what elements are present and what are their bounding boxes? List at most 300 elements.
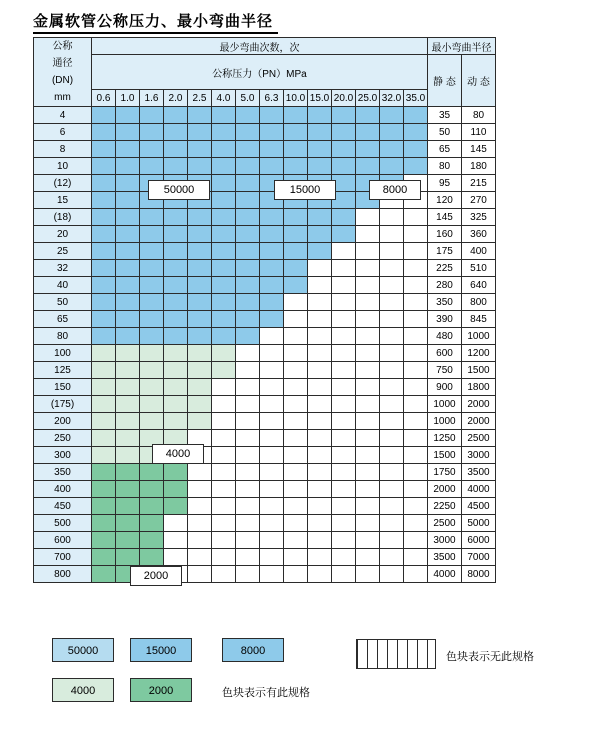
row-static-radius: 2000 xyxy=(428,481,462,498)
grid-cell xyxy=(332,260,356,277)
grid-cell xyxy=(188,532,212,549)
grid-cell xyxy=(404,277,428,294)
grid-cell xyxy=(116,294,140,311)
grid-cell xyxy=(236,107,260,124)
grid-cell xyxy=(332,515,356,532)
row-static-radius: 145 xyxy=(428,209,462,226)
grid-cell xyxy=(212,447,236,464)
grid-cell xyxy=(260,328,284,345)
grid-cell xyxy=(188,362,212,379)
grid-cell xyxy=(116,107,140,124)
header-pn: 公称压力（PN）MPa xyxy=(92,55,428,90)
grid-cell xyxy=(404,243,428,260)
grid-cell xyxy=(236,481,260,498)
grid-cell xyxy=(188,396,212,413)
grid-cell xyxy=(140,311,164,328)
grid-callout: 15000 xyxy=(274,180,336,200)
grid-cell xyxy=(404,464,428,481)
grid-cell xyxy=(380,209,404,226)
grid-cell xyxy=(212,311,236,328)
grid-cell xyxy=(332,158,356,175)
grid-cell xyxy=(116,549,140,566)
table-row xyxy=(34,328,496,345)
row-static-radius: 225 xyxy=(428,260,462,277)
row-static-radius: 175 xyxy=(428,243,462,260)
row-dn: 600 xyxy=(34,532,92,549)
grid-cell xyxy=(404,379,428,396)
grid-cell xyxy=(92,209,116,226)
table-row xyxy=(34,175,496,192)
grid-cell xyxy=(332,447,356,464)
row-static-radius: 65 xyxy=(428,141,462,158)
grid-cell xyxy=(212,549,236,566)
grid-cell xyxy=(284,362,308,379)
grid-cell xyxy=(284,498,308,515)
grid-cell xyxy=(380,294,404,311)
grid-cell xyxy=(212,362,236,379)
grid-cell xyxy=(212,464,236,481)
grid-cell xyxy=(140,260,164,277)
grid-cell xyxy=(380,379,404,396)
grid-callout: 50000 xyxy=(148,180,210,200)
grid-cell xyxy=(236,515,260,532)
row-dn: 80 xyxy=(34,328,92,345)
row-dn: (12) xyxy=(34,175,92,192)
grid-cell xyxy=(140,498,164,515)
grid-cell xyxy=(116,311,140,328)
grid-cell xyxy=(188,158,212,175)
grid-cell xyxy=(380,226,404,243)
row-dynamic-radius: 400 xyxy=(462,243,496,260)
row-static-radius: 1250 xyxy=(428,430,462,447)
grid-cell xyxy=(404,566,428,583)
grid-cell xyxy=(212,413,236,430)
grid-cell xyxy=(236,549,260,566)
row-static-radius: 95 xyxy=(428,175,462,192)
grid-cell xyxy=(380,311,404,328)
grid-cell xyxy=(164,294,188,311)
grid-cell xyxy=(356,124,380,141)
row-dynamic-radius: 3500 xyxy=(462,464,496,481)
grid-cell xyxy=(260,430,284,447)
grid-cell xyxy=(332,498,356,515)
row-dn: 4 xyxy=(34,107,92,124)
grid-cell xyxy=(164,260,188,277)
grid-cell xyxy=(380,549,404,566)
grid-cell xyxy=(332,362,356,379)
grid-cell xyxy=(308,396,332,413)
grid-cell xyxy=(212,192,236,209)
grid-cell xyxy=(284,294,308,311)
grid-cell xyxy=(356,447,380,464)
grid-cell xyxy=(284,209,308,226)
grid-cell xyxy=(92,294,116,311)
legend-note-has-spec: 色块表示有此规格 xyxy=(222,687,310,699)
grid-cell xyxy=(284,413,308,430)
row-static-radius: 900 xyxy=(428,379,462,396)
grid-cell xyxy=(380,107,404,124)
header-pn-value: 25.0 xyxy=(356,90,380,107)
grid-cell xyxy=(260,158,284,175)
grid-cell xyxy=(404,141,428,158)
grid-cell xyxy=(380,532,404,549)
legend-item-4000: 4000 xyxy=(52,678,114,702)
grid-cell xyxy=(212,345,236,362)
grid-cell xyxy=(188,549,212,566)
grid-cell xyxy=(164,277,188,294)
grid-cell xyxy=(284,515,308,532)
grid-cell xyxy=(212,379,236,396)
row-dynamic-radius: 7000 xyxy=(462,549,496,566)
grid-cell xyxy=(188,481,212,498)
grid-cell xyxy=(212,294,236,311)
row-static-radius: 480 xyxy=(428,328,462,345)
grid-cell xyxy=(164,209,188,226)
row-static-radius: 1000 xyxy=(428,396,462,413)
grid-cell xyxy=(188,260,212,277)
grid-cell xyxy=(332,481,356,498)
table-row xyxy=(34,447,496,464)
row-static-radius: 160 xyxy=(428,226,462,243)
grid-cell xyxy=(308,379,332,396)
grid-cell xyxy=(308,413,332,430)
grid-cell xyxy=(188,311,212,328)
grid-cell xyxy=(404,481,428,498)
grid-cell xyxy=(212,175,236,192)
grid-cell xyxy=(380,345,404,362)
header-dn: 公称 通径 (DN) mm xyxy=(34,38,92,107)
row-dynamic-radius: 270 xyxy=(462,192,496,209)
grid-cell xyxy=(140,379,164,396)
grid-cell xyxy=(236,430,260,447)
grid-cell xyxy=(260,311,284,328)
grid-cell xyxy=(140,396,164,413)
grid-cell xyxy=(236,413,260,430)
row-dynamic-radius: 180 xyxy=(462,158,496,175)
grid-cell xyxy=(260,345,284,362)
grid-cell xyxy=(236,158,260,175)
grid-cell xyxy=(236,226,260,243)
grid-cell xyxy=(356,566,380,583)
header-pn-value: 1.0 xyxy=(116,90,140,107)
table-row xyxy=(34,107,496,124)
grid-cell xyxy=(332,226,356,243)
grid-cell xyxy=(92,311,116,328)
row-dn: 125 xyxy=(34,362,92,379)
row-dn: 400 xyxy=(34,481,92,498)
grid-cell xyxy=(380,158,404,175)
header-pn-value: 15.0 xyxy=(308,90,332,107)
grid-cell xyxy=(284,260,308,277)
row-dynamic-radius: 80 xyxy=(462,107,496,124)
grid-cell xyxy=(260,447,284,464)
row-dynamic-radius: 4500 xyxy=(462,498,496,515)
grid-cell xyxy=(332,311,356,328)
grid-cell xyxy=(356,549,380,566)
table-row xyxy=(34,277,496,294)
table-row xyxy=(34,430,496,447)
table-row xyxy=(34,396,496,413)
grid-cell xyxy=(92,362,116,379)
grid-cell xyxy=(140,515,164,532)
grid-cell xyxy=(140,362,164,379)
grid-cell xyxy=(404,447,428,464)
grid-cell xyxy=(92,549,116,566)
grid-cell xyxy=(332,532,356,549)
grid-cell xyxy=(308,515,332,532)
grid-cell xyxy=(356,107,380,124)
row-static-radius: 1750 xyxy=(428,464,462,481)
grid-cell xyxy=(332,141,356,158)
legend-item-8000: 8000 xyxy=(222,638,284,662)
grid-cell xyxy=(332,124,356,141)
grid-cell xyxy=(260,141,284,158)
header-pn-value: 4.0 xyxy=(212,90,236,107)
grid-cell xyxy=(260,532,284,549)
grid-cell xyxy=(284,464,308,481)
row-static-radius: 2250 xyxy=(428,498,462,515)
row-dn: 50 xyxy=(34,294,92,311)
grid-cell xyxy=(308,158,332,175)
grid-cell xyxy=(164,311,188,328)
grid-cell xyxy=(140,481,164,498)
grid-cell xyxy=(284,226,308,243)
row-dn: 350 xyxy=(34,464,92,481)
grid-cell xyxy=(116,328,140,345)
grid-cell xyxy=(92,566,116,583)
table-row xyxy=(34,481,496,498)
grid-cell xyxy=(260,515,284,532)
grid-cell xyxy=(332,328,356,345)
grid-cell xyxy=(92,260,116,277)
grid-cell xyxy=(116,515,140,532)
grid-cell xyxy=(356,464,380,481)
grid-cell xyxy=(404,226,428,243)
grid-cell xyxy=(188,209,212,226)
header-radius-static: 静 态 xyxy=(428,55,462,107)
grid-cell xyxy=(356,226,380,243)
grid-cell xyxy=(188,277,212,294)
grid-cell xyxy=(380,498,404,515)
grid-cell xyxy=(356,260,380,277)
grid-cell xyxy=(140,141,164,158)
grid-cell xyxy=(380,328,404,345)
grid-cell xyxy=(212,396,236,413)
grid-cell xyxy=(164,481,188,498)
grid-cell xyxy=(404,311,428,328)
row-dynamic-radius: 110 xyxy=(462,124,496,141)
grid-cell xyxy=(260,260,284,277)
grid-cell xyxy=(356,532,380,549)
grid-cell xyxy=(380,396,404,413)
grid-cell xyxy=(404,549,428,566)
grid-cell xyxy=(404,107,428,124)
grid-cell xyxy=(140,158,164,175)
grid-cell xyxy=(356,379,380,396)
row-dn: 700 xyxy=(34,549,92,566)
grid-cell xyxy=(212,566,236,583)
grid-cell xyxy=(380,413,404,430)
grid-cell xyxy=(332,379,356,396)
grid-cell xyxy=(404,345,428,362)
grid-cell xyxy=(260,498,284,515)
row-dynamic-radius: 8000 xyxy=(462,566,496,583)
legend-note-no-spec: 色块表示无此规格 xyxy=(446,651,534,663)
grid-cell xyxy=(308,345,332,362)
table-row xyxy=(34,345,496,362)
grid-cell xyxy=(140,345,164,362)
grid-cell xyxy=(308,294,332,311)
row-dynamic-radius: 1500 xyxy=(462,362,496,379)
grid-cell xyxy=(284,141,308,158)
grid-cell xyxy=(116,481,140,498)
row-static-radius: 50 xyxy=(428,124,462,141)
grid-cell xyxy=(92,447,116,464)
grid-cell xyxy=(380,430,404,447)
grid-cell xyxy=(356,430,380,447)
grid-callout: 2000 xyxy=(130,566,182,586)
grid-cell xyxy=(284,243,308,260)
grid-cell xyxy=(236,124,260,141)
row-static-radius: 3000 xyxy=(428,532,462,549)
table-row xyxy=(34,209,496,226)
row-dn: 150 xyxy=(34,379,92,396)
grid-cell xyxy=(380,566,404,583)
grid-cell xyxy=(380,362,404,379)
grid-cell xyxy=(92,532,116,549)
spec-table xyxy=(33,37,496,583)
grid-cell xyxy=(236,447,260,464)
grid-cell xyxy=(212,481,236,498)
grid-cell xyxy=(92,396,116,413)
grid-cell xyxy=(164,226,188,243)
grid-cell xyxy=(140,532,164,549)
grid-callout: 4000 xyxy=(152,444,204,464)
grid-cell xyxy=(308,209,332,226)
grid-cell xyxy=(404,209,428,226)
grid-cell xyxy=(380,260,404,277)
grid-cell xyxy=(356,209,380,226)
row-static-radius: 350 xyxy=(428,294,462,311)
row-dynamic-radius: 2000 xyxy=(462,396,496,413)
grid-cell xyxy=(260,549,284,566)
grid-cell xyxy=(332,396,356,413)
header-pn-value: 32.0 xyxy=(380,90,404,107)
row-dynamic-radius: 360 xyxy=(462,226,496,243)
table-row xyxy=(34,379,496,396)
row-static-radius: 120 xyxy=(428,192,462,209)
grid-cell xyxy=(404,515,428,532)
grid-cell xyxy=(380,141,404,158)
grid-cell xyxy=(308,566,332,583)
grid-cell xyxy=(188,498,212,515)
table-row xyxy=(34,226,496,243)
grid-cell xyxy=(92,464,116,481)
grid-cell xyxy=(404,362,428,379)
grid-cell xyxy=(260,566,284,583)
row-static-radius: 3500 xyxy=(428,549,462,566)
table-row xyxy=(34,498,496,515)
title-underline xyxy=(33,32,278,34)
row-static-radius: 390 xyxy=(428,311,462,328)
grid-cell xyxy=(116,345,140,362)
grid-cell xyxy=(236,175,260,192)
grid-cell xyxy=(92,413,116,430)
row-static-radius: 80 xyxy=(428,158,462,175)
grid-cell xyxy=(116,379,140,396)
grid-cell xyxy=(92,141,116,158)
grid-cell xyxy=(140,413,164,430)
grid-cell xyxy=(260,209,284,226)
row-dynamic-radius: 215 xyxy=(462,175,496,192)
grid-cell xyxy=(164,549,188,566)
header-pn-value: 1.6 xyxy=(140,90,164,107)
header-radius: 最小弯曲半径 xyxy=(428,38,496,55)
header-pn-value: 6.3 xyxy=(260,90,284,107)
grid-cell xyxy=(212,260,236,277)
grid-cell xyxy=(116,226,140,243)
grid-cell xyxy=(92,379,116,396)
grid-cell xyxy=(140,209,164,226)
grid-cell xyxy=(284,328,308,345)
legend-item-50000: 50000 xyxy=(52,638,114,662)
grid-cell xyxy=(332,345,356,362)
grid-cell xyxy=(236,192,260,209)
grid-cell xyxy=(380,124,404,141)
row-dynamic-radius: 845 xyxy=(462,311,496,328)
grid-cell xyxy=(356,413,380,430)
grid-cell xyxy=(404,396,428,413)
row-dn: 40 xyxy=(34,277,92,294)
grid-cell xyxy=(308,107,332,124)
grid-cell xyxy=(332,549,356,566)
grid-cell xyxy=(404,498,428,515)
row-dn: 500 xyxy=(34,515,92,532)
grid-cell xyxy=(308,498,332,515)
grid-cell xyxy=(140,226,164,243)
grid-cell xyxy=(116,158,140,175)
grid-cell xyxy=(236,328,260,345)
grid-cell xyxy=(332,566,356,583)
grid-cell xyxy=(212,430,236,447)
grid-cell xyxy=(404,158,428,175)
grid-cell xyxy=(356,277,380,294)
grid-cell xyxy=(356,396,380,413)
grid-cell xyxy=(188,464,212,481)
grid-cell xyxy=(164,345,188,362)
grid-cell xyxy=(236,141,260,158)
row-dynamic-radius: 145 xyxy=(462,141,496,158)
grid-cell xyxy=(404,413,428,430)
grid-cell xyxy=(164,498,188,515)
grid-cell xyxy=(308,362,332,379)
row-dynamic-radius: 325 xyxy=(462,209,496,226)
row-dn: 100 xyxy=(34,345,92,362)
row-dn: 25 xyxy=(34,243,92,260)
row-dn: 65 xyxy=(34,311,92,328)
table-row xyxy=(34,141,496,158)
grid-cell xyxy=(188,379,212,396)
grid-cell xyxy=(308,447,332,464)
grid-cell xyxy=(140,124,164,141)
row-static-radius: 280 xyxy=(428,277,462,294)
header-pn-value: 35.0 xyxy=(404,90,428,107)
grid-cell xyxy=(308,141,332,158)
grid-cell xyxy=(332,430,356,447)
grid-cell xyxy=(356,328,380,345)
grid-cell xyxy=(284,379,308,396)
grid-cell xyxy=(164,532,188,549)
